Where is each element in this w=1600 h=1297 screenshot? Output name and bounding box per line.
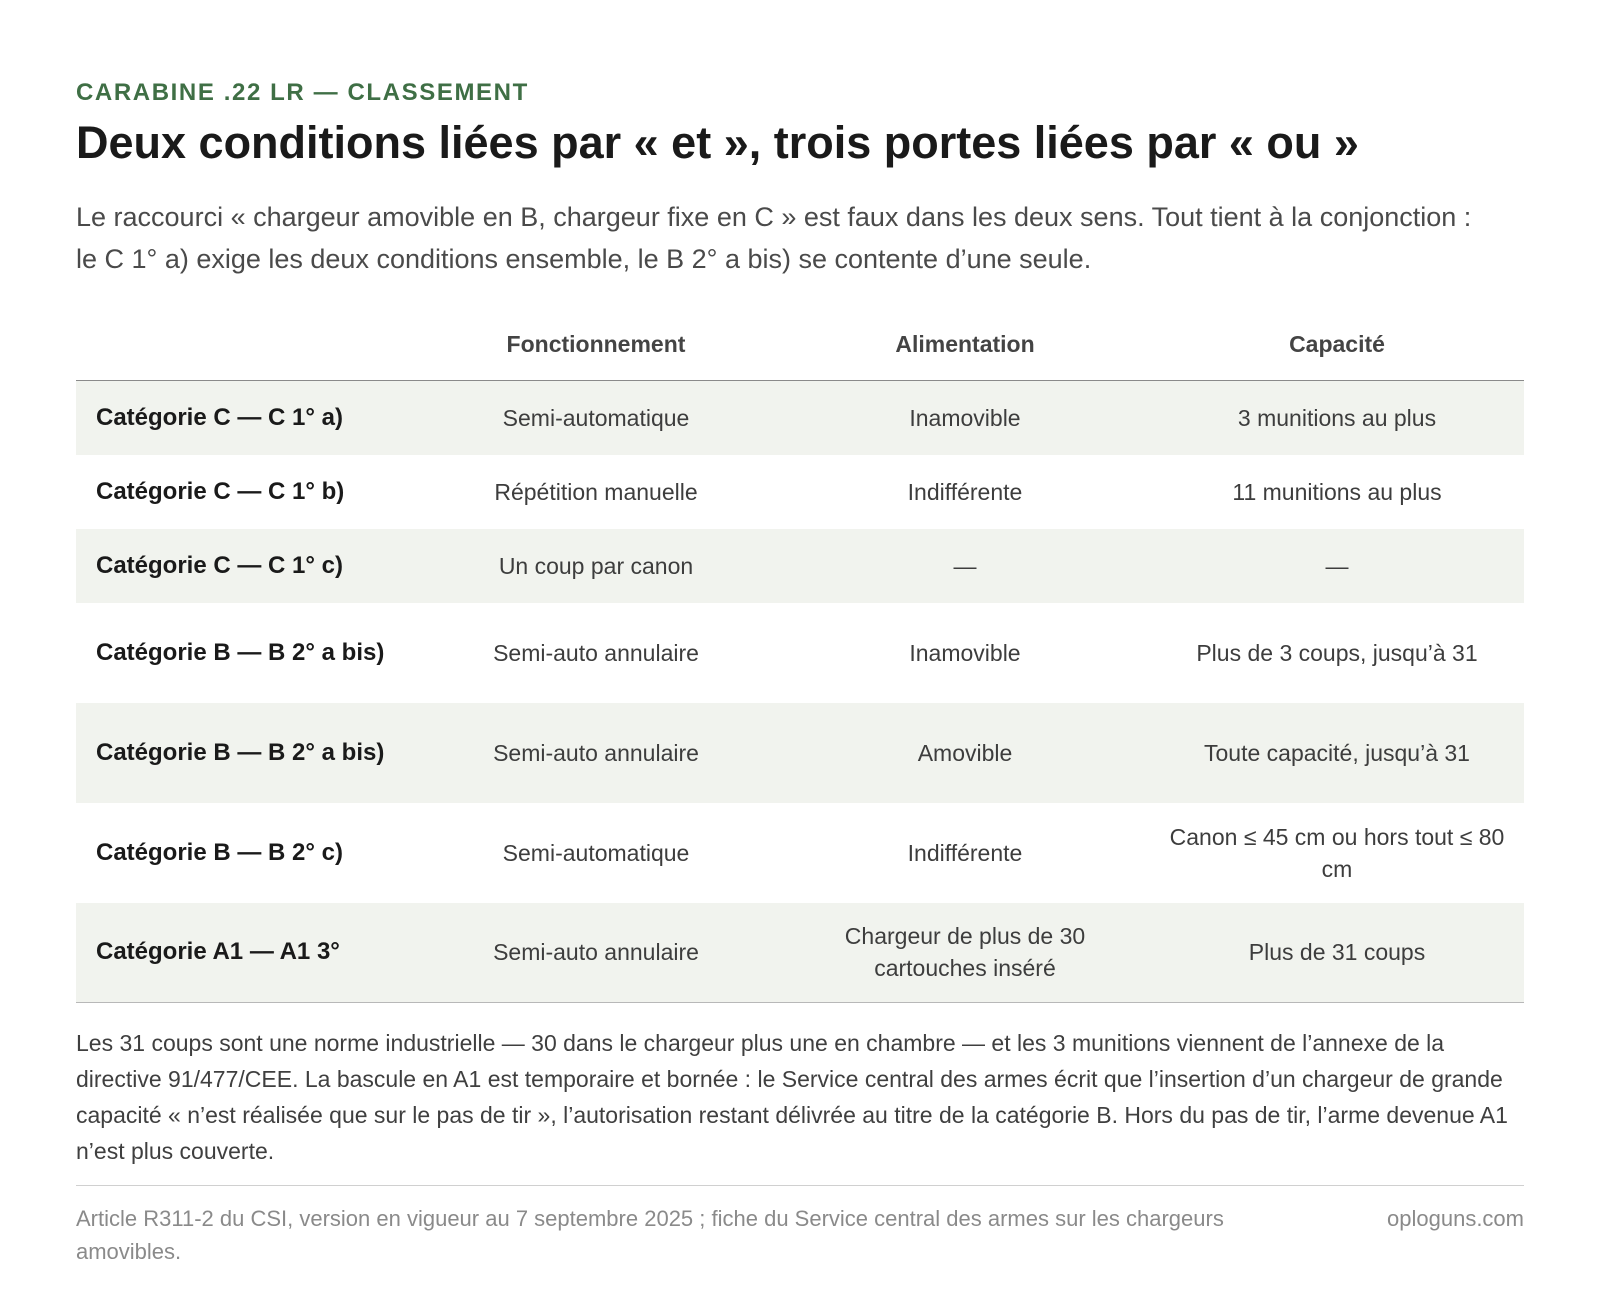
cell-fonctionnement: Semi-auto annulaire — [412, 703, 780, 803]
cell-fonctionnement: Semi-auto annulaire — [493, 639, 699, 666]
row-label: Catégorie B — B 2° c) — [96, 838, 343, 866]
page-title: Deux conditions liées par « et », trois portes liées par « ou » — [76, 117, 1359, 168]
cell-capacite: — — [1150, 529, 1524, 603]
table-row — [76, 903, 1524, 1003]
cell-fonctionnement: Semi-automatique — [502, 839, 690, 866]
cell-fonctionnement: Un coup par canon — [412, 529, 780, 603]
footer-divider — [76, 1185, 1524, 1186]
table-row — [76, 703, 1524, 803]
cell-alimentation: Indifférente — [907, 839, 1023, 866]
cell-alimentation: — — [780, 529, 1150, 603]
cell-capacite: Plus de 3 coups, jusqu’à 31 — [1196, 639, 1478, 666]
table-row — [76, 455, 1524, 529]
classification-table — [76, 308, 1524, 1003]
cell-fonctionnement: Répétition manuelle — [494, 478, 698, 505]
row-label: Catégorie C — C 1° a) — [76, 381, 412, 455]
cell-alimentation: Amovible — [780, 703, 1150, 803]
explanatory-note: Les 31 coups sont une norme industrielle — 30 dans le chargeur plus une en chambre — et les 3 munitions viennent de l’annexe de la directive 91/477/CEE. La bascule en A1 est temporaire et bornée : le Service central des armes écrit que l’insertion d’un chargeur de grande capacité « n’est réalisée que sur le pas de tir », l’autorisation restant délivrée au titre de la catégorie B. Hors du pas de tir, l’arme devenue A1 n’est plus couverte. — [76, 1030, 1508, 1164]
cell-capacite: Plus de 31 coups — [1150, 903, 1524, 1003]
table-row — [76, 803, 1524, 903]
row-label: Catégorie A1 — A1 3° — [76, 903, 412, 1003]
cell-fonctionnement: Semi-automatique — [412, 381, 780, 455]
row-label: Catégorie C — C 1° b) — [96, 477, 345, 505]
site-credit: oploguns.com — [1387, 1206, 1524, 1231]
cell-capacite: Canon ≤ 45 cm ou hors tout ≤ 80 cm — [1169, 823, 1505, 882]
cell-capacite: Toute capacité, jusqu’à 31 — [1150, 703, 1524, 803]
cell-capacite: 11 munitions au plus — [1232, 478, 1442, 505]
cell-alimentation: Chargeur de plus de 30 cartouches inséré — [780, 903, 1150, 1003]
column-header-capacite: Capacité — [1150, 308, 1524, 381]
row-label: Catégorie B — B 2° a bis) — [76, 703, 412, 803]
cell-fonctionnement: Semi-auto annulaire — [412, 903, 780, 1003]
cell-alimentation: Indifférente — [907, 478, 1023, 505]
column-header-category — [76, 308, 412, 381]
table-header-row — [76, 308, 1524, 381]
cell-capacite: 3 munitions au plus — [1150, 381, 1524, 455]
cell-alimentation: Inamovible — [909, 639, 1021, 666]
row-label: Catégorie C — C 1° c) — [76, 529, 412, 603]
table-row — [76, 381, 1524, 455]
cell-alimentation: Inamovible — [780, 381, 1150, 455]
column-header-fonctionnement: Fonctionnement — [412, 308, 780, 381]
table-row — [76, 603, 1524, 703]
footer — [76, 1202, 1524, 1268]
source-citation: Article R311-2 du CSI, version en vigueur au 7 septembre 2025 ; fiche du Service central des armes sur les chargeurs amovibles. — [76, 1206, 1224, 1264]
table-row — [76, 529, 1524, 603]
kicker: CARABINE .22 LR — CLASSEMENT — [76, 79, 529, 106]
column-header-alimentation: Alimentation — [780, 308, 1150, 381]
row-label: Catégorie B — B 2° a bis) — [96, 638, 385, 666]
lede: Le raccourci « chargeur amovible en B, chargeur fixe en C » est faux dans les deux sens. Tout tient à la conjonction : le C 1° a) exige les deux conditions ensemble, le B 2° a bis) se contente d’une seule. — [76, 202, 1472, 274]
